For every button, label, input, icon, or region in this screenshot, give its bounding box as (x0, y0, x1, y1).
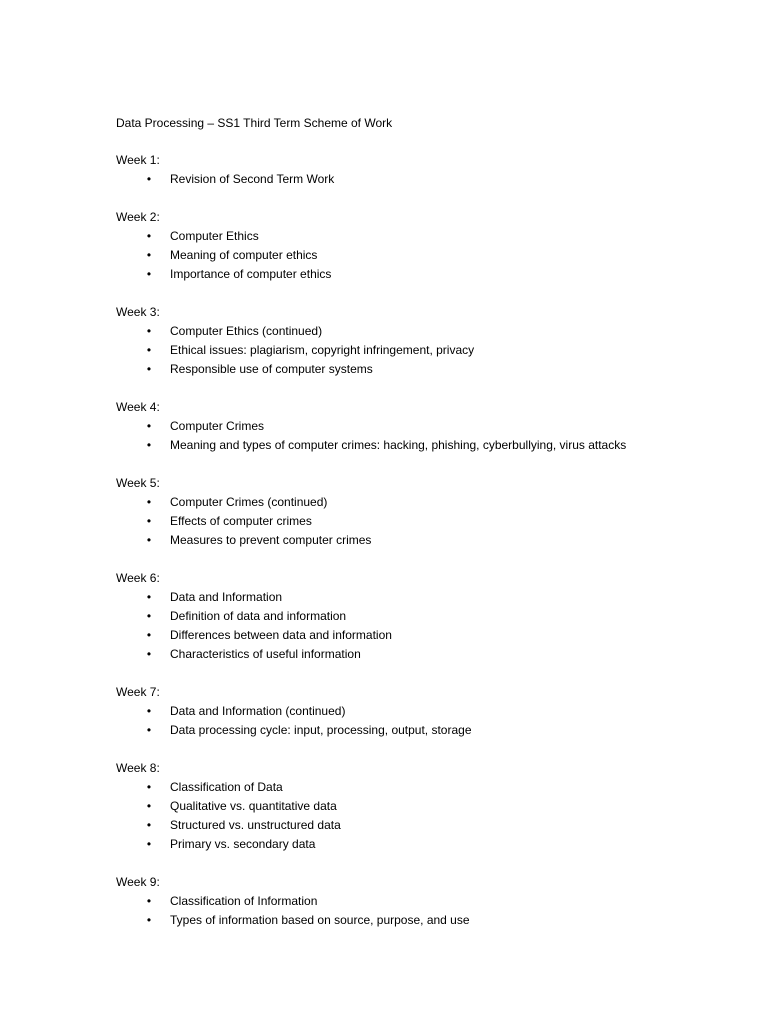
bullet-icon: • (146, 248, 152, 262)
list-item (116, 265, 676, 284)
list-item (116, 341, 676, 360)
week-heading: Week 1: (116, 153, 160, 167)
bullet-icon: • (146, 324, 152, 338)
bullet-icon: • (146, 913, 152, 927)
bullet-icon: • (146, 514, 152, 528)
list-item (116, 816, 676, 835)
document-title: Data Processing – SS1 Third Term Scheme of Work (116, 116, 393, 130)
list-item-text: Structured vs. unstructured data (170, 818, 341, 832)
list-item-text: Characteristics of useful information (170, 647, 361, 661)
list-item (116, 911, 676, 930)
list-item (116, 588, 676, 607)
week-heading: Week 2: (116, 210, 160, 224)
list-item (116, 626, 676, 645)
bullet-icon: • (146, 723, 152, 737)
list-item (116, 227, 676, 246)
list-item (116, 892, 676, 911)
week-heading: Week 4: (116, 400, 160, 414)
list-item (116, 170, 676, 189)
list-item-text: Qualitative vs. quantitative data (170, 799, 337, 813)
bullet-icon: • (146, 172, 152, 186)
week-section (116, 151, 676, 189)
list-item-text: Data and Information (continued) (170, 704, 346, 718)
week-section (116, 683, 676, 740)
week-topic-list (116, 778, 676, 854)
bullet-icon: • (146, 628, 152, 642)
list-item (116, 835, 676, 854)
list-item (116, 702, 676, 721)
bullet-icon: • (146, 894, 152, 908)
bullet-icon: • (146, 647, 152, 661)
list-item-text: Measures to prevent computer crimes (170, 533, 372, 547)
list-item (116, 322, 676, 341)
bullet-icon: • (146, 780, 152, 794)
list-item (116, 607, 676, 626)
list-item (116, 512, 676, 531)
bullet-icon: • (146, 495, 152, 509)
list-item-text: Data processing cycle: input, processing, output, storage (170, 723, 472, 737)
list-item-text: Revision of Second Term Work (170, 172, 335, 186)
bullet-icon: • (146, 343, 152, 357)
list-item-text: Meaning and types of computer crimes: hacking, phishing, cyberbullying, virus attacks (170, 438, 627, 452)
list-item-text: Importance of computer ethics (170, 267, 332, 281)
list-item-text: Classification of Information (170, 894, 318, 908)
week-section (116, 398, 676, 455)
bullet-icon: • (146, 267, 152, 281)
list-item (116, 360, 676, 379)
list-item (116, 778, 676, 797)
list-item-text: Computer Ethics (170, 229, 259, 243)
list-item-text: Classification of Data (170, 780, 283, 794)
list-item-text: Responsible use of computer systems (170, 362, 373, 376)
bullet-icon: • (146, 438, 152, 452)
week-section (116, 474, 676, 550)
list-item-text: Meaning of computer ethics (170, 248, 318, 262)
list-item-text: Definition of data and information (170, 609, 347, 623)
week-topic-list (116, 493, 676, 550)
bullet-icon: • (146, 229, 152, 243)
list-item (116, 531, 676, 550)
list-item (116, 417, 676, 436)
week-heading: Week 3: (116, 305, 160, 319)
bullet-icon: • (146, 704, 152, 718)
bullet-icon: • (146, 818, 152, 832)
list-item (116, 721, 676, 740)
week-topic-list (116, 170, 676, 189)
list-item-text: Computer Ethics (continued) (170, 324, 323, 338)
list-item-text: Primary vs. secondary data (170, 837, 316, 851)
document-page (116, 114, 676, 949)
week-section (116, 873, 676, 930)
week-heading: Week 8: (116, 761, 160, 775)
week-heading: Week 5: (116, 476, 160, 490)
week-section (116, 569, 676, 664)
week-topic-list (116, 227, 676, 284)
list-item-text: Types of information based on source, purpose, and use (170, 913, 470, 927)
list-item-text: Ethical issues: plagiarism, copyright infringement, privacy (170, 343, 475, 357)
weeks-list (116, 151, 676, 930)
list-item-text: Data and Information (170, 590, 283, 604)
list-item-text: Computer Crimes (170, 419, 265, 433)
list-item (116, 436, 676, 455)
bullet-icon: • (146, 609, 152, 623)
week-section (116, 208, 676, 284)
list-item (116, 645, 676, 664)
list-item (116, 493, 676, 512)
week-topic-list (116, 322, 676, 379)
bullet-icon: • (146, 590, 152, 604)
bullet-icon: • (146, 837, 152, 851)
bullet-icon: • (146, 362, 152, 376)
bullet-icon: • (146, 533, 152, 547)
list-item (116, 797, 676, 816)
week-topic-list (116, 588, 676, 664)
bullet-icon: • (146, 419, 152, 433)
bullet-icon: • (146, 799, 152, 813)
week-section (116, 759, 676, 854)
list-item (116, 246, 676, 265)
week-topic-list (116, 702, 676, 740)
list-item-text: Differences between data and information (170, 628, 392, 642)
week-section (116, 303, 676, 379)
week-topic-list (116, 892, 676, 930)
list-item-text: Effects of computer crimes (170, 514, 312, 528)
week-heading: Week 7: (116, 685, 160, 699)
week-heading: Week 9: (116, 875, 160, 889)
week-heading: Week 6: (116, 571, 160, 585)
list-item-text: Computer Crimes (continued) (170, 495, 328, 509)
week-topic-list (116, 417, 676, 455)
